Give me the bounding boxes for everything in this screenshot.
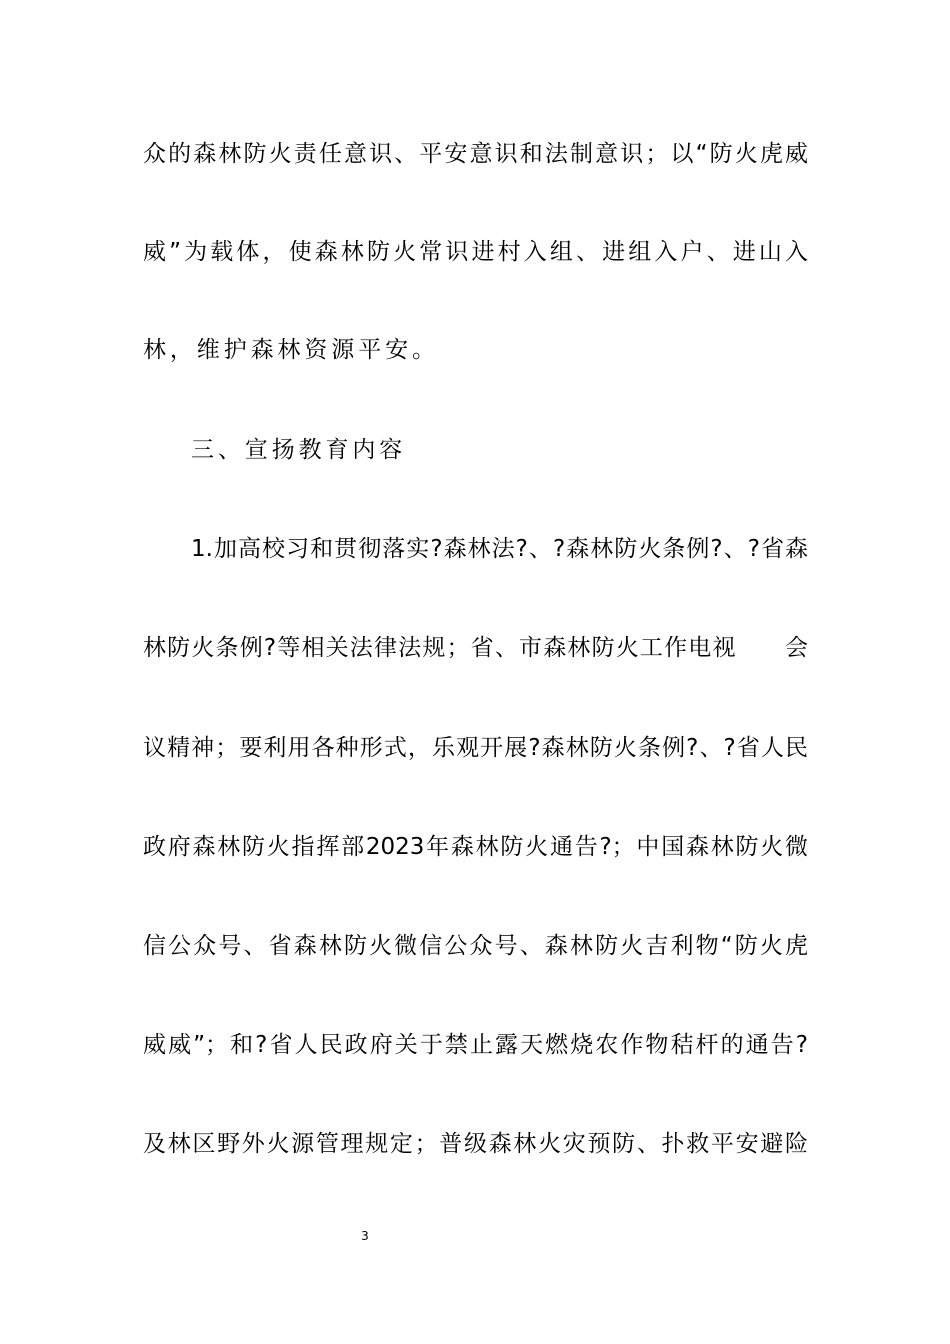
paragraph-line-6: 议精神；要利用各种形式，乐观开展?森林防火条例?、?省人民 — [143, 735, 808, 761]
section-heading: 三、宣扬教育内容 — [191, 437, 407, 463]
paragraph-line-2: 威”为载体，使森林防火常识进村入组、进组入户、进山入 — [143, 239, 808, 265]
paragraph-line-4: 1.加高校习和贯彻落实?森林法?、?森林防火条例?、?省森 — [191, 536, 808, 562]
paragraph-line-8: 信公众号、省森林防火微信公众号、森林防火吉利物“防火虎 — [143, 933, 808, 959]
paragraph-line-1: 众的森林防火责任意识、平安意识和法制意识；以“防火虎威 — [143, 141, 808, 167]
paragraph-line-3: 林，维护森林资源平安。 — [143, 337, 439, 363]
page-number: 3 — [361, 1229, 369, 1243]
paragraph-line-10: 及林区野外火源管理规定；普级森林火灾预防、扑救平安避险 — [143, 1131, 808, 1157]
paragraph-line-5: 林防火条例?等相关法律法规；省、市森林防火工作电视 会 — [143, 635, 808, 661]
paragraph-line-7: 政府森林防火指挥部2023年森林防火通告?；中国森林防火微 — [143, 834, 808, 860]
paragraph-line-9: 威威”；和?省人民政府关于禁止露天燃烧农作物秸杆的通告? — [143, 1032, 808, 1058]
